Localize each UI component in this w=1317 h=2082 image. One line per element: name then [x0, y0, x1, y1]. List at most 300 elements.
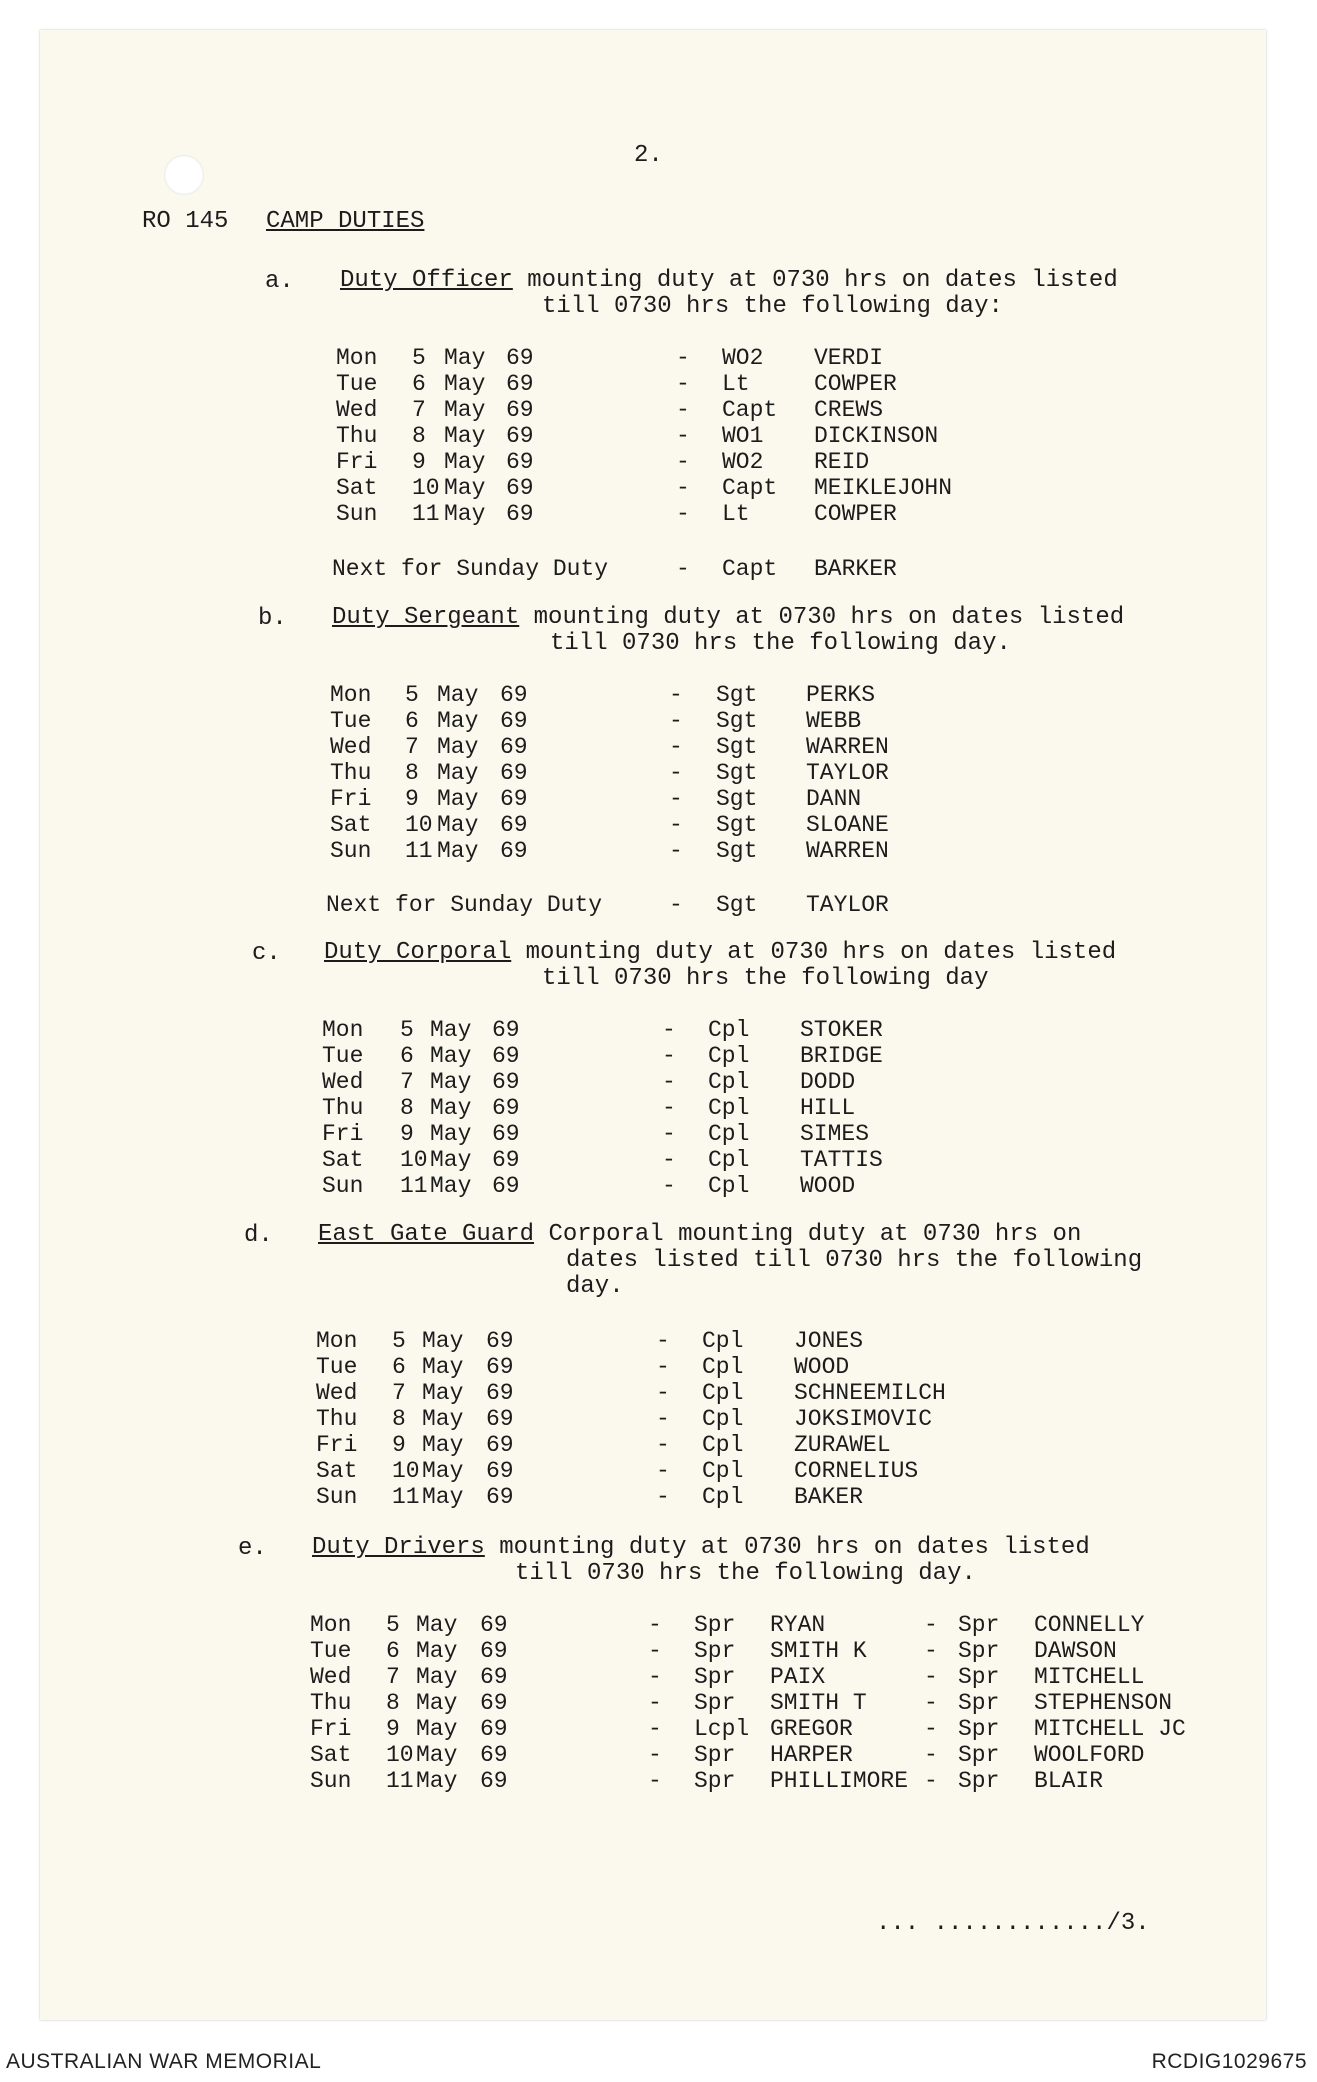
roster-rank: Lcpl [694, 1716, 750, 1742]
section-heading-line2: till 0730 hrs the following day [542, 965, 989, 992]
section-heading-rest: mounting duty at 0730 hrs on dates listed [525, 939, 1117, 966]
roster-name: WEBB [806, 708, 862, 734]
roster-rank: Spr [694, 1664, 736, 1690]
section-heading-duty-name: Duty Corporal [324, 939, 512, 966]
roster-dash: - [662, 1043, 676, 1069]
continuation-marker: ... ............/3. [876, 1910, 1150, 1937]
roster-month: May [416, 1768, 458, 1794]
roster-month: May [444, 397, 486, 423]
roster-name2: STEPHENSON [1034, 1690, 1173, 1716]
roster-num: 6 [405, 708, 419, 734]
roster-name2: MITCHELL JC [1034, 1716, 1186, 1742]
roster-year: 69 [486, 1380, 514, 1406]
roster-rank: Capt [722, 397, 778, 423]
roster-year: 69 [506, 475, 534, 501]
roster-name: SMITH K [770, 1638, 867, 1664]
roster-day: Sat [322, 1147, 364, 1173]
roster-dash: - [662, 1095, 676, 1121]
section-heading-line2: dates listed till 0730 hrs the following [566, 1247, 1143, 1274]
roster-dash2: - [924, 1690, 938, 1716]
roster-rank: Spr [694, 1638, 736, 1664]
roster-dash: - [648, 1768, 662, 1794]
roster-month: May [430, 1043, 472, 1069]
section-heading-line2: till 0730 hrs the following day: [542, 293, 1003, 320]
section-heading-duty-name: East Gate Guard [318, 1221, 535, 1248]
roster-day: Tue [336, 371, 378, 397]
roster-row [0, 1069, 1317, 1095]
roster-year: 69 [500, 682, 528, 708]
roster-year: 69 [506, 449, 534, 475]
roster-dash: - [648, 1612, 662, 1638]
roster-num: 10 [386, 1742, 414, 1768]
roster-row [0, 812, 1317, 838]
roster-rank: Capt [722, 475, 778, 501]
section-heading [324, 940, 1116, 966]
roster-year: 69 [506, 345, 534, 371]
roster-row [0, 786, 1317, 812]
roster-dash: - [648, 1638, 662, 1664]
roster-day: Sun [316, 1484, 358, 1510]
next-sunday-duty-row [0, 556, 1317, 582]
roster-name: WARREN [806, 838, 889, 864]
roster-year: 69 [506, 423, 534, 449]
roster-day: Sun [330, 838, 372, 864]
roster-num: 11 [412, 501, 440, 527]
roster-dash: - [662, 1173, 676, 1199]
roster-rank: WO2 [722, 345, 764, 371]
roster-year: 69 [486, 1406, 514, 1432]
roster-rank: Sgt [716, 734, 758, 760]
roster-day: Thu [310, 1690, 352, 1716]
roster-row [0, 1432, 1317, 1458]
roster-row [0, 449, 1317, 475]
roster-num: 7 [392, 1380, 406, 1406]
roster-num: 9 [405, 786, 419, 812]
roster-year: 69 [480, 1612, 508, 1638]
footer-source: AUSTRALIAN WAR MEMORIAL [6, 2050, 322, 2073]
roster-month: May [437, 838, 479, 864]
roster-name: WARREN [806, 734, 889, 760]
roster-day: Sun [310, 1768, 352, 1794]
roster-rank: Cpl [708, 1069, 750, 1095]
section-heading-text [534, 1221, 548, 1248]
roster-day: Tue [322, 1043, 364, 1069]
roster-name: TAYLOR [806, 760, 889, 786]
next-duty-dash: - [669, 892, 683, 918]
roster-dash: - [669, 760, 683, 786]
roster-row [0, 1690, 1317, 1716]
roster-month: May [430, 1173, 472, 1199]
roster-num: 6 [386, 1638, 400, 1664]
section-heading-line2: till 0730 hrs the following day. [515, 1560, 976, 1587]
section-heading-line2: till 0730 hrs the following day. [550, 630, 1011, 657]
roster-year: 69 [500, 786, 528, 812]
roster-day: Wed [322, 1069, 364, 1095]
roster-month: May [430, 1017, 472, 1043]
roster-name: JONES [794, 1328, 864, 1354]
roster-month: May [444, 501, 486, 527]
roster-rank2: Spr [958, 1638, 1000, 1664]
roster-rank: Cpl [702, 1406, 744, 1432]
page-number: 2. [634, 142, 663, 169]
roster-name: JOKSIMOVIC [794, 1406, 933, 1432]
roster-dash: - [662, 1121, 676, 1147]
roster-rank: Lt [722, 371, 750, 397]
roster-month: May [437, 708, 479, 734]
roster-num: 10 [405, 812, 433, 838]
roster-year: 69 [492, 1121, 520, 1147]
section-letter: e. [238, 1535, 267, 1562]
roster-row [0, 1458, 1317, 1484]
roster-day: Sun [336, 501, 378, 527]
roster-day: Fri [310, 1716, 352, 1742]
roster-num: 6 [400, 1043, 414, 1069]
roster-name: CORNELIUS [794, 1458, 919, 1484]
roster-dash: - [676, 501, 690, 527]
section-heading [318, 1222, 1081, 1248]
roster-row [0, 423, 1317, 449]
roster-year: 69 [480, 1768, 508, 1794]
page-title: CAMP DUTIES [266, 208, 425, 235]
roster-num: 8 [400, 1095, 414, 1121]
roster-name: CREWS [814, 397, 884, 423]
section-heading-duty-name: Duty Drivers [312, 1534, 485, 1561]
roster-day: Tue [310, 1638, 352, 1664]
roster-row [0, 760, 1317, 786]
roster-name2: MITCHELL [1034, 1664, 1145, 1690]
roster-dash: - [669, 838, 683, 864]
roster-rank2: Spr [958, 1768, 1000, 1794]
roster-day: Wed [330, 734, 372, 760]
roster-rank: Cpl [708, 1043, 750, 1069]
roster-dash: - [656, 1432, 670, 1458]
roster-year: 69 [480, 1638, 508, 1664]
roster-month: May [437, 760, 479, 786]
roster-rank2: Spr [958, 1742, 1000, 1768]
roster-month: May [444, 449, 486, 475]
roster-rank: WO2 [722, 449, 764, 475]
section-heading-duty-name: Duty Sergeant [332, 604, 520, 631]
roster-row [0, 838, 1317, 864]
roster-day: Mon [316, 1328, 358, 1354]
roster-rank: Spr [694, 1690, 736, 1716]
roster-rank2: Spr [958, 1716, 1000, 1742]
roster-dash2: - [924, 1638, 938, 1664]
section-heading-rest: mounting duty at 0730 hrs on dates listed [527, 267, 1118, 294]
section-heading [332, 605, 1124, 631]
roster-month: May [416, 1612, 458, 1638]
roster-day: Sat [316, 1458, 358, 1484]
roster-row [0, 371, 1317, 397]
roster-name2: BLAIR [1034, 1768, 1104, 1794]
roster-name: RYAN [770, 1612, 826, 1638]
roster-dash2: - [924, 1664, 938, 1690]
roster-day: Fri [322, 1121, 364, 1147]
roster-dash: - [676, 397, 690, 423]
footer-identifier: RCDIG1029675 [1151, 2050, 1307, 2073]
roster-month: May [444, 423, 486, 449]
roster-name: MEIKLEJOHN [814, 475, 953, 501]
roster-num: 8 [386, 1690, 400, 1716]
roster-rank: Cpl [708, 1173, 750, 1199]
roster-name: ZURAWEL [794, 1432, 891, 1458]
roster-rank: WO1 [722, 423, 764, 449]
roster-day: Mon [322, 1017, 364, 1043]
roster-row [0, 1612, 1317, 1638]
roster-num: 5 [400, 1017, 414, 1043]
roster-num: 11 [400, 1173, 428, 1199]
roster-day: Fri [316, 1432, 358, 1458]
section-letter: b. [258, 605, 287, 632]
roster-month: May [437, 812, 479, 838]
roster-rank: Sgt [716, 838, 758, 864]
roster-name: SCHNEEMILCH [794, 1380, 946, 1406]
roster-year: 69 [500, 760, 528, 786]
roster-row [0, 501, 1317, 527]
roster-rank: Cpl [702, 1484, 744, 1510]
roster-rank: Cpl [708, 1017, 750, 1043]
roster-dash: - [648, 1716, 662, 1742]
roster-dash: - [656, 1484, 670, 1510]
roster-row [0, 1484, 1317, 1510]
roster-num: 8 [392, 1406, 406, 1432]
roster-name: DICKINSON [814, 423, 939, 449]
roster-month: May [437, 734, 479, 760]
roster-month: May [416, 1742, 458, 1768]
roster-dash: - [648, 1742, 662, 1768]
roster-rank: Spr [694, 1612, 736, 1638]
roster-name2: WOOLFORD [1034, 1742, 1145, 1768]
roster-num: 8 [405, 760, 419, 786]
roster-year: 69 [480, 1664, 508, 1690]
roster-month: May [430, 1147, 472, 1173]
roster-year: 69 [492, 1173, 520, 1199]
roster-year: 69 [480, 1716, 508, 1742]
roster-rank: Cpl [702, 1354, 744, 1380]
roster-dash: - [676, 475, 690, 501]
roster-day: Tue [330, 708, 372, 734]
roster-rank: Cpl [708, 1121, 750, 1147]
roster-day: Sat [310, 1742, 352, 1768]
roster-num: 6 [412, 371, 426, 397]
roster-day: Mon [330, 682, 372, 708]
roster-year: 69 [506, 371, 534, 397]
roster-day: Wed [336, 397, 378, 423]
section-letter: a. [265, 268, 294, 295]
roster-year: 69 [486, 1354, 514, 1380]
roster-dash: - [676, 423, 690, 449]
roster-name: WOOD [794, 1354, 850, 1380]
roster-name: SIMES [800, 1121, 870, 1147]
roster-day: Sat [336, 475, 378, 501]
roster-rank: Sgt [716, 760, 758, 786]
roster-month: May [422, 1406, 464, 1432]
roster-name2: DAWSON [1034, 1638, 1117, 1664]
roster-dash: - [662, 1147, 676, 1173]
roster-dash: - [656, 1328, 670, 1354]
roster-name: TATTIS [800, 1147, 883, 1173]
roster-day: Mon [336, 345, 378, 371]
roster-row [0, 1173, 1317, 1199]
roster-dash: - [669, 682, 683, 708]
next-duty-name: BARKER [814, 556, 897, 582]
roster-day: Tue [316, 1354, 358, 1380]
section-heading-rest: Corporal mounting duty at 0730 hrs on [548, 1221, 1082, 1248]
roster-name: DANN [806, 786, 862, 812]
roster-name: BRIDGE [800, 1043, 883, 1069]
roster-row [0, 1017, 1317, 1043]
roster-year: 69 [486, 1484, 514, 1510]
section-heading-line3: day. [566, 1273, 624, 1300]
roster-name: REID [814, 449, 870, 475]
section-heading-text [485, 1534, 499, 1561]
roster-dash: - [662, 1069, 676, 1095]
roster-num: 9 [412, 449, 426, 475]
roster-year: 69 [492, 1147, 520, 1173]
roster-num: 10 [412, 475, 440, 501]
roster-row [0, 1742, 1317, 1768]
section-heading [312, 1535, 1090, 1561]
roster-row [0, 1380, 1317, 1406]
roster-month: May [422, 1432, 464, 1458]
roster-dash2: - [924, 1716, 938, 1742]
roster-dash: - [656, 1458, 670, 1484]
roster-day: Sun [322, 1173, 364, 1199]
roster-day: Thu [322, 1095, 364, 1121]
roster-day: Fri [330, 786, 372, 812]
roster-row [0, 1638, 1317, 1664]
roster-row [0, 345, 1317, 371]
roster-rank: Cpl [708, 1095, 750, 1121]
next-duty-rank: Sgt [716, 892, 758, 918]
roster-name: HARPER [770, 1742, 853, 1768]
order-reference: RO 145 [142, 208, 229, 235]
roster-name: GREGOR [770, 1716, 853, 1742]
roster-dash2: - [924, 1612, 938, 1638]
roster-dash: - [656, 1406, 670, 1432]
roster-dash: - [648, 1664, 662, 1690]
roster-num: 11 [392, 1484, 420, 1510]
roster-month: May [437, 682, 479, 708]
roster-rank: Cpl [702, 1328, 744, 1354]
roster-day: Wed [316, 1380, 358, 1406]
punch-hole [164, 155, 204, 195]
roster-year: 69 [500, 708, 528, 734]
next-duty-label: Next for Sunday Duty [332, 556, 609, 582]
roster-row [0, 734, 1317, 760]
section-heading-text [511, 939, 525, 966]
roster-name: SLOANE [806, 812, 889, 838]
roster-rank: Sgt [716, 812, 758, 838]
section-letter: c. [252, 940, 281, 967]
roster-row [0, 475, 1317, 501]
roster-num: 6 [392, 1354, 406, 1380]
roster-num: 5 [386, 1612, 400, 1638]
roster-day: Mon [310, 1612, 352, 1638]
next-duty-dash: - [676, 556, 690, 582]
roster-year: 69 [480, 1742, 508, 1768]
roster-month: May [430, 1121, 472, 1147]
roster-year: 69 [486, 1432, 514, 1458]
roster-row [0, 397, 1317, 423]
roster-num: 10 [392, 1458, 420, 1484]
roster-num: 5 [405, 682, 419, 708]
roster-month: May [437, 786, 479, 812]
section-heading-duty-name: Duty Officer [340, 267, 513, 294]
roster-dash: - [676, 371, 690, 397]
roster-year: 69 [500, 838, 528, 864]
roster-row [0, 682, 1317, 708]
roster-num: 9 [392, 1432, 406, 1458]
roster-rank: Cpl [708, 1147, 750, 1173]
roster-month: May [444, 475, 486, 501]
roster-day: Thu [316, 1406, 358, 1432]
roster-year: 69 [500, 812, 528, 838]
roster-name: HILL [800, 1095, 856, 1121]
roster-name2: CONNELLY [1034, 1612, 1145, 1638]
roster-year: 69 [480, 1690, 508, 1716]
roster-name: SMITH T [770, 1690, 867, 1716]
roster-row [0, 1121, 1317, 1147]
roster-dash: - [669, 734, 683, 760]
roster-month: May [422, 1354, 464, 1380]
roster-month: May [422, 1328, 464, 1354]
roster-day: Sat [330, 812, 372, 838]
section-heading-text [519, 604, 533, 631]
roster-row [0, 1768, 1317, 1794]
roster-name: BAKER [794, 1484, 864, 1510]
roster-year: 69 [486, 1328, 514, 1354]
roster-num: 11 [386, 1768, 414, 1794]
roster-num: 10 [400, 1147, 428, 1173]
roster-row [0, 1716, 1317, 1742]
roster-num: 8 [412, 423, 426, 449]
roster-row [0, 1147, 1317, 1173]
roster-rank: Lt [722, 501, 750, 527]
roster-day: Thu [336, 423, 378, 449]
roster-month: May [430, 1069, 472, 1095]
roster-month: May [416, 1664, 458, 1690]
roster-rank: Cpl [702, 1432, 744, 1458]
roster-row [0, 1043, 1317, 1069]
roster-year: 69 [486, 1458, 514, 1484]
roster-year: 69 [506, 501, 534, 527]
roster-day: Thu [330, 760, 372, 786]
section-heading [340, 268, 1118, 294]
roster-num: 11 [405, 838, 433, 864]
roster-dash: - [669, 786, 683, 812]
roster-rank: Spr [694, 1768, 736, 1794]
roster-name: COWPER [814, 501, 897, 527]
roster-name: DODD [800, 1069, 856, 1095]
roster-year: 69 [492, 1069, 520, 1095]
roster-dash: - [669, 812, 683, 838]
roster-dash: - [656, 1380, 670, 1406]
roster-month: May [444, 345, 486, 371]
roster-year: 69 [492, 1043, 520, 1069]
roster-dash2: - [924, 1742, 938, 1768]
section-heading-text [513, 267, 527, 294]
roster-row [0, 708, 1317, 734]
roster-num: 9 [400, 1121, 414, 1147]
roster-day: Fri [336, 449, 378, 475]
roster-name: WOOD [800, 1173, 856, 1199]
roster-num: 5 [392, 1328, 406, 1354]
roster-month: May [430, 1095, 472, 1121]
next-duty-rank: Capt [722, 556, 778, 582]
next-duty-label: Next for Sunday Duty [326, 892, 603, 918]
section-heading-rest: mounting duty at 0730 hrs on dates listed [499, 1534, 1090, 1561]
